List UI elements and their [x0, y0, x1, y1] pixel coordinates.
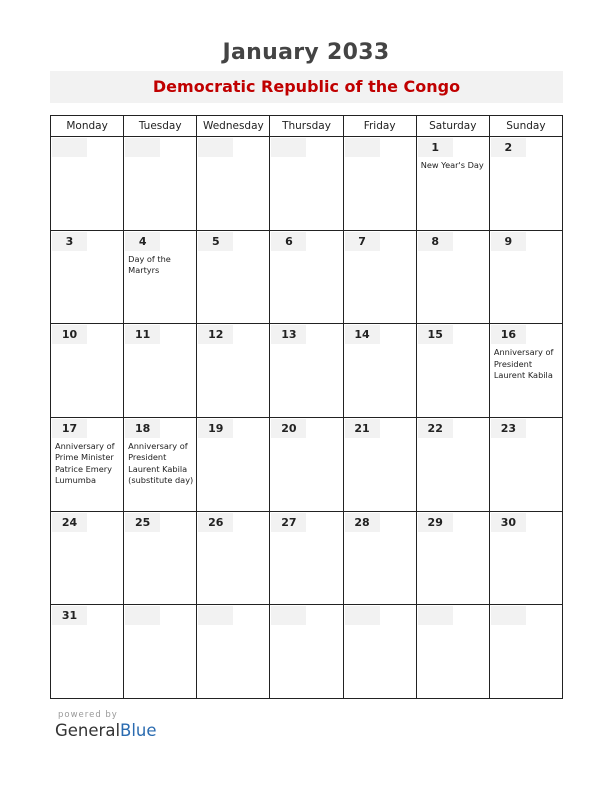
day-cell [51, 605, 124, 699]
day-number: 5 [198, 232, 233, 251]
day-cell [197, 417, 270, 511]
day-cell [343, 230, 416, 324]
day-cell [489, 511, 562, 605]
day-number: 14 [345, 325, 380, 344]
day-cell [489, 324, 562, 418]
holiday-label: Anniversary of President Laurent Kabila [493, 347, 554, 380]
day-number [198, 138, 233, 157]
day-number [198, 606, 233, 625]
day-cell [489, 417, 562, 511]
day-cell [51, 417, 124, 511]
day-number [345, 138, 380, 157]
day-cell [270, 511, 343, 605]
day-number: 3 [52, 232, 87, 251]
day-number: 29 [418, 513, 453, 532]
day-cell [343, 137, 416, 231]
day-cell [270, 417, 343, 511]
day-number: 7 [345, 232, 380, 251]
day-cell [124, 605, 197, 699]
day-number: 21 [345, 419, 380, 438]
day-number: 26 [198, 513, 233, 532]
day-cell [343, 324, 416, 418]
day-cell [416, 230, 489, 324]
day-cell [124, 511, 197, 605]
day-cell [51, 324, 124, 418]
day-number [491, 606, 526, 625]
holiday-label: Anniversary of Prime Minister Patrice Emery Lumumba [55, 440, 115, 485]
day-cell [343, 511, 416, 605]
day-cell [416, 511, 489, 605]
weekday-header: Saturday [416, 116, 489, 137]
day-number: 30 [491, 513, 526, 532]
day-cell [197, 605, 270, 699]
day-cell [51, 230, 124, 324]
weekday-header: Sunday [489, 116, 562, 137]
day-number: 27 [271, 513, 306, 532]
week-row [51, 605, 563, 699]
holiday-label: Day of the Martyrs [128, 253, 171, 275]
day-number: 24 [52, 513, 87, 532]
day-number: 12 [198, 325, 233, 344]
day-cell [197, 511, 270, 605]
day-number: 18 [125, 419, 160, 438]
powered-by-label: powered by [58, 710, 118, 720]
day-cell [343, 605, 416, 699]
weekday-header: Friday [343, 116, 416, 137]
week-row [51, 511, 563, 605]
day-cell [416, 605, 489, 699]
calendar-grid [50, 115, 563, 699]
day-number: 9 [491, 232, 526, 251]
day-number: 20 [271, 419, 306, 438]
day-number: 2 [491, 138, 526, 157]
holiday-label: New Year's Day [420, 160, 484, 170]
week-row [51, 230, 563, 324]
day-cell [51, 137, 124, 231]
day-number: 19 [198, 419, 233, 438]
generalblue-logo [55, 721, 157, 740]
day-cell [124, 324, 197, 418]
day-cell [197, 324, 270, 418]
calendar-title: January 2033 [222, 40, 390, 65]
day-number [271, 606, 306, 625]
day-cell [270, 137, 343, 231]
brand-part-blue: Blue [120, 721, 157, 740]
weekday-header: Wednesday [197, 116, 270, 137]
day-cell [489, 605, 562, 699]
day-number: 17 [52, 419, 87, 438]
day-cell [197, 137, 270, 231]
day-number: 6 [271, 232, 306, 251]
day-number [271, 138, 306, 157]
day-number: 25 [125, 513, 160, 532]
day-number [52, 138, 87, 157]
day-cell [343, 417, 416, 511]
day-number: 10 [52, 325, 87, 344]
day-cell [124, 230, 197, 324]
day-number: 23 [491, 419, 526, 438]
calendar-body [51, 137, 563, 699]
day-number: 13 [271, 325, 306, 344]
day-cell [197, 230, 270, 324]
day-cell [416, 324, 489, 418]
day-cell [270, 230, 343, 324]
day-number: 22 [418, 419, 453, 438]
day-cell [51, 511, 124, 605]
day-cell [270, 324, 343, 418]
brand-part-general: General [55, 721, 121, 740]
day-number: 4 [125, 232, 160, 251]
day-number: 31 [52, 606, 87, 625]
week-row [51, 137, 563, 231]
day-cell [416, 137, 489, 231]
country-name: Democratic Republic of the Congo [152, 77, 461, 96]
day-number: 11 [125, 325, 160, 344]
day-cell [270, 605, 343, 699]
weekday-header: Tuesday [124, 116, 197, 137]
week-row [51, 417, 563, 511]
day-number [418, 606, 453, 625]
day-number [125, 138, 160, 157]
weekday-header-row [51, 116, 563, 137]
day-number: 8 [418, 232, 453, 251]
week-row [51, 324, 563, 418]
day-cell [489, 230, 562, 324]
day-number [125, 606, 160, 625]
day-number: 16 [491, 325, 526, 344]
day-cell [489, 137, 562, 231]
day-cell [124, 417, 197, 511]
weekday-header: Monday [51, 116, 124, 137]
day-number [345, 606, 380, 625]
holiday-label: Anniversary of President Laurent Kabila (substitute day) [128, 440, 194, 485]
day-cell [124, 137, 197, 231]
day-number: 1 [418, 138, 453, 157]
weekday-header: Thursday [270, 116, 343, 137]
day-number: 15 [418, 325, 453, 344]
day-number: 28 [345, 513, 380, 532]
day-cell [416, 417, 489, 511]
country-banner [50, 71, 563, 103]
